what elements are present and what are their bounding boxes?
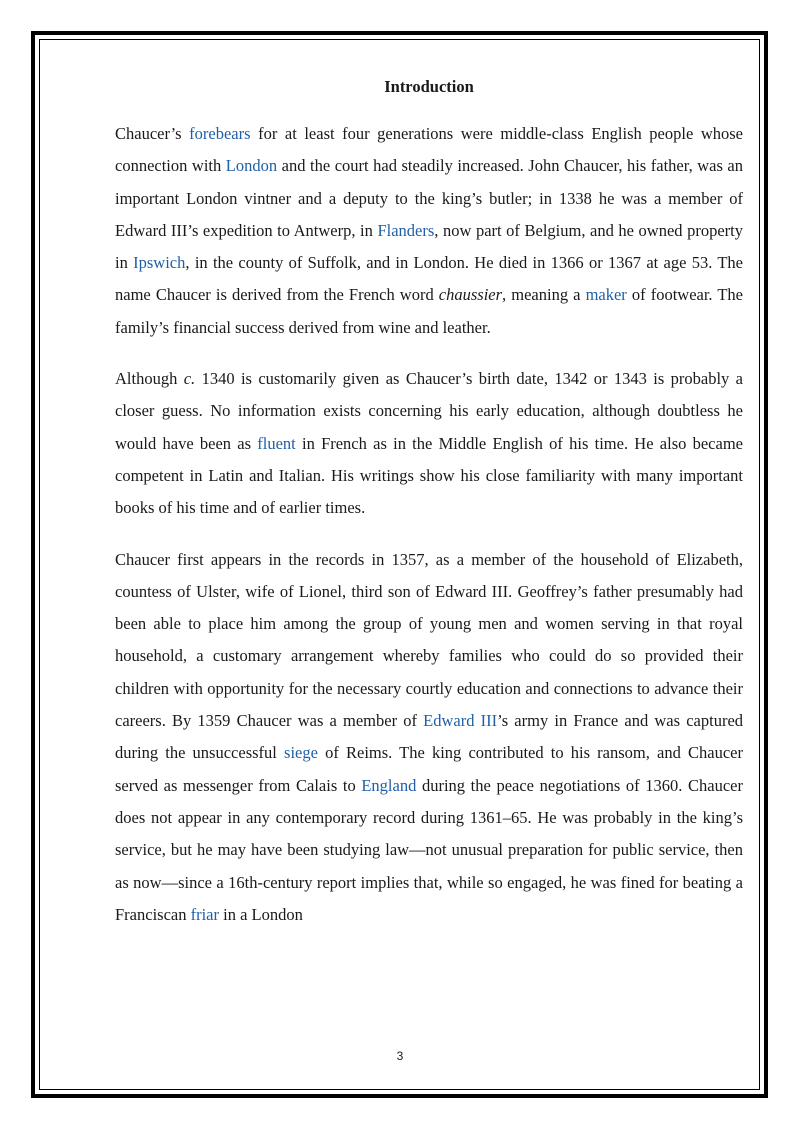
text: , now part of Belgium, and he owned property in [115, 220, 743, 273]
paragraph-3 [115, 544, 743, 932]
paragraph-2 [115, 363, 743, 524]
link-london[interactable]: London [225, 156, 278, 176]
link-siege[interactable]: siege [284, 743, 318, 763]
text: ’s army in France and was captured during the unsuccessful [115, 711, 744, 763]
text: in French as in the Middle English of his time. He also became competent in Latin and Italian. His writings show his close familiarity with many important books of his time and of earlier times. [115, 433, 743, 518]
italic-term: chaussier [438, 285, 503, 305]
text: during the peace negotiations of 1360. Chaucer does not appear in any contemporary record during 1361–65. He was probably in the king’s service, but he may have been studying law—not unusual preparation for public service, then as now—since a 16th-century report implies that, while so engaged, he was fined for beating a Franciscan [115, 775, 743, 924]
document-body [115, 76, 743, 950]
link-flanders[interactable]: Flanders [377, 220, 435, 240]
link-edward-iii[interactable]: Edward III [423, 711, 498, 731]
italic-term: c. [183, 369, 196, 389]
link-england[interactable]: England [361, 775, 417, 795]
link-ipswich[interactable]: Ipswich [133, 253, 186, 273]
text: of footwear. The family’s financial success derived from wine and leather. [115, 285, 743, 337]
text: 1340 is customarily given as Chaucer’s birth date, 1342 or 1343 is probably a closer guess. No information exists concerning his early education, although doubtless he would have been as [115, 369, 744, 453]
text: of Reims. The king contributed to his ransom, and Chaucer served as messenger from Calais to [115, 743, 743, 795]
text: Although [115, 369, 184, 389]
page-title: Introduction [384, 77, 474, 96]
link-maker[interactable]: maker [585, 285, 627, 305]
text: and the court had steadily increased. John Chaucer, his father, was an important London vintner and a deputy to the king’s butler; in 1338 he was a member of Edward III’s expedition to Antwerp, in [115, 156, 743, 240]
page-number: 3 [396, 1049, 404, 1063]
text: for at least four generations were middle-class English people whose connection with [115, 124, 743, 176]
paragraph-1 [115, 118, 743, 344]
link-fluent[interactable]: fluent [257, 433, 296, 453]
text: Chaucer first appears in the records in 1357, as a member of the household of Elizabeth, countess of Ulster, wife of Lionel, third son of Edward III. Geoffrey’s father presumably had been able to place him among the group of young men and women serving in that royal household, a customary arrangement whereby families who could do so provided their children with opportunity for the necessary courtly education and connections to advance their careers. By 1359 Chaucer was a member of [115, 549, 743, 731]
link-forebears[interactable]: forebears [189, 124, 251, 143]
text: , meaning a [502, 285, 586, 305]
text: in a London [219, 904, 303, 924]
text: , in the county of Suffolk, and in London. He died in 1366 or 1367 at age 53. The name Chaucer is derived from the French word [115, 253, 743, 305]
link-friar[interactable]: friar [190, 904, 220, 924]
text: Chaucer’s [115, 124, 190, 143]
